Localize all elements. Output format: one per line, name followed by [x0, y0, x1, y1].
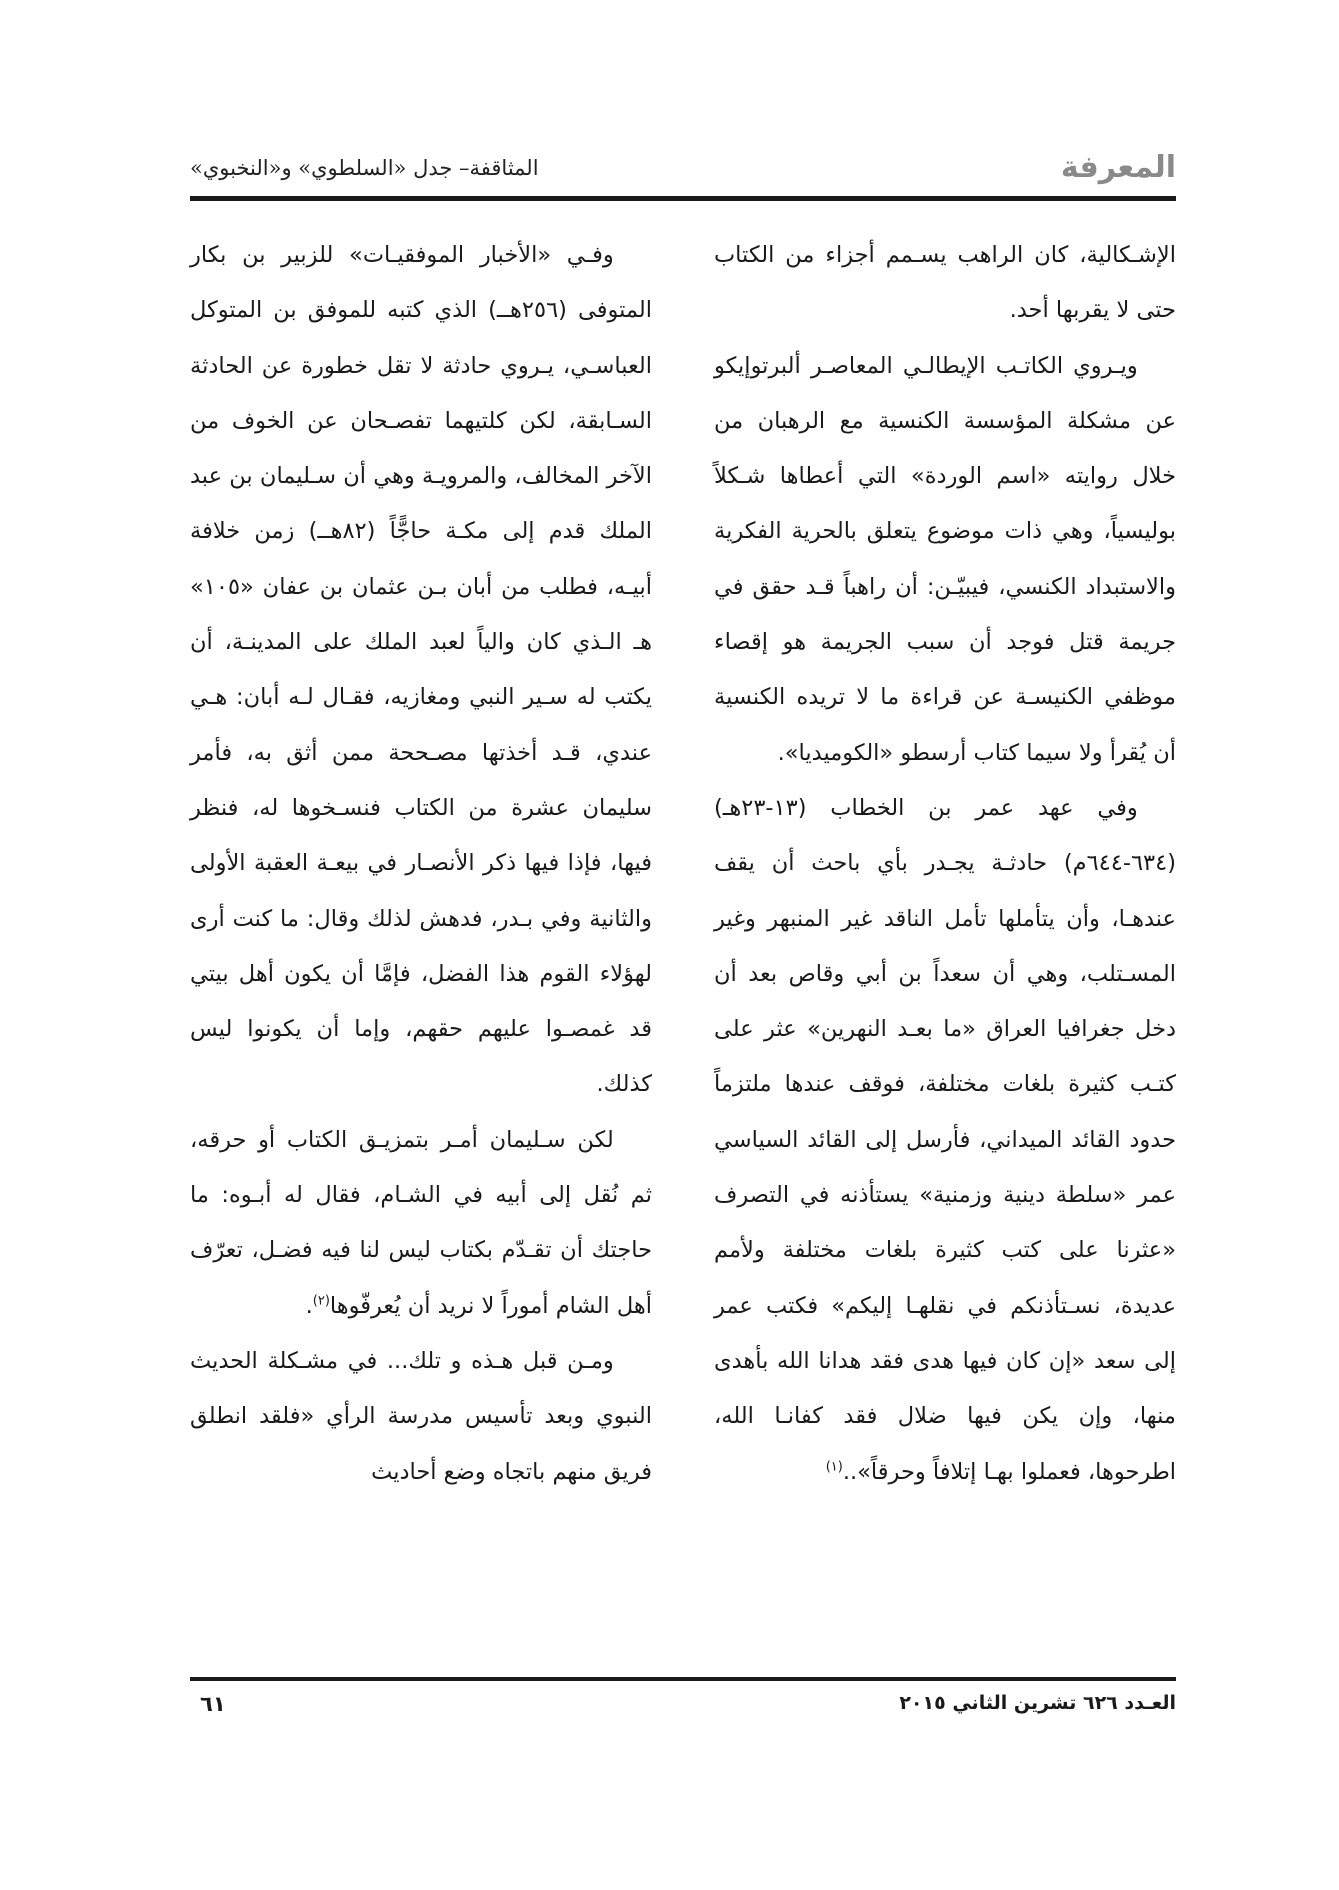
- left-paragraph-1: وفـي «الأخبار الموفقيـات» للزبير بن بكار المتوفى (٢٥٦هــ) الذي كتبه للموفق بن المتوكل العباسـي، يـروي حادثة لا تقل خطورة عن الحادثة السـابقة، لكن كلتيهما تفصـحان عن الخوف من الآخر المخالف، والمرويـة وهي أن سـليمان بن عبد الملك قدم إلى مكـة حاجًّاً (٨٢هــ) زمن خلافة أبيـه، فطلب من أبان بـن عثمان بن عفان «١٠٥» هـ الـذي كان والياً لعبد الملك على المدينـة، أن يكتب له سـير النبي ومغازيه، فقـال لـه أبان: هـي عندي، قـد أخذتها مصـححة ممن أثق به، فأمر سليمان عشرة من الكتاب فنسـخوها له، فنظر فيها، فإذا فيها ذكر الأنصـار في بيعـة العقبة الأولى والثانية وفي بـدر، فدهش لذلك وقال: ما كنت أرى لهؤلاء القوم هذا الفضل، فإمَّا أن يكون أهل بيتي قد غمصـوا عليهم حقهم، وإما أن يكونوا ليس كذلك.: [190, 242, 652, 1098]
- header-rule: [190, 196, 1176, 201]
- page-number: ٦١: [200, 1692, 226, 1716]
- footer-rule: [190, 1677, 1176, 1681]
- right-paragraph-2: ويـروي الكاتـب الإيطالـي المعاصـر ألبرتوإيكو عن مشكلة المؤسسة الكنسية مع الرهبان من خلال روايته «اسم الوردة» التي أعطاها شـكلاً بوليسياً، وهي ذات موضوع يتعلق بالحرية الفكرية والاستبداد الكنسي، فيبيّـن: أن راهباً قـد حقق في جريمة قتل فوجد أن سبب الجريمة هو إقصاء موظفي الكنيسـة عن قراءة ما لا تريده الكنسية أن يُقرأ ولا سيما كتاب أرسطو «الكوميديا».: [714, 352, 1176, 766]
- right-paragraph-3: وفي عهد عمر بن الخطاب (١٣-٢٣هـ) (٦٣٤-٦٤٤م) حادثـة يجـدر بأي باحث أن يقف عندهـا، وأن يتأملها تأمل الناقد غير المنبهر وغير المسـتلب، وهي أن سعداً بن أبي وقاص بعد أن دخل جغرافيا العراق «ما بعـد النهرين» عثر على كتـب كثيرة بلغات مختلفة، فوقف عندها ملتزماً حدود القائد الميداني، فأرسل إلى القائد السياسي عمر «سلطة دينية وزمنية» يستأذنه في التصرف «عثرنا على كتب كثيرة بلغات مختلفة ولأمم عديدة، نسـتأذنكم في نقلهـا إليكم» فكتب عمر إلى سعد «إن كان فيها هدى فقد هدانا الله بأهدى منها، وإن يكن فيها ضلال فقد كفانـا الله، اطرحوها، فعملوا بهـا إتلافاً وحرقاً»..$^{(١)}$: [714, 794, 1176, 1485]
- footnote-marker-1: (١): [825, 1459, 843, 1475]
- magazine-logo: المعرفة: [1060, 150, 1176, 185]
- right-column: [714, 228, 1176, 1500]
- footnote-marker-2: (٢): [312, 1293, 330, 1309]
- page-header: [190, 150, 1176, 200]
- left-paragraph-2: لكن سـليمان أمـر بتمزيـق الكتاب أو حرقه، ثم نُقل إلى أبيه في الشـام، فقال له أبـوه: ما حاجتك أن تقـدّم بكتاب ليس لنا فيه فضـل، تعرّف أهل الشام أموراً لا نريد أن يُعرفّوها$^{(٢)}$.: [190, 1126, 652, 1319]
- left-column: [190, 228, 652, 1500]
- page-footer: [190, 1692, 1176, 1732]
- issue-info: العـدد ٦٢٦ تشرين الثاني ٢٠١٥: [899, 1692, 1176, 1714]
- right-paragraph-1: الإشـكالية، كان الراهب يسـمم أجزاء من الكتاب حتى لا يقربها أحد.: [714, 242, 1176, 324]
- running-title: المثاقفة– جدل «السلطوي» و«النخبوي»: [190, 156, 539, 180]
- left-paragraph-3: ومـن قبل هـذه و تلك... في مشـكلة الحديث النبوي وبعد تأسيس مدرسة الرأي «فلقد انطلق فريق منهم باتجاه وضع أحاديث: [190, 1347, 652, 1485]
